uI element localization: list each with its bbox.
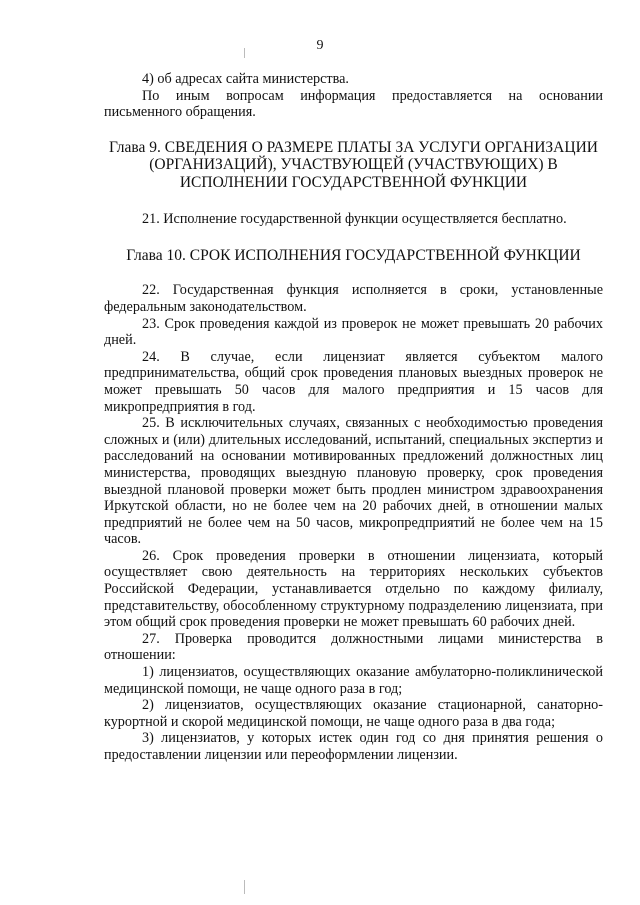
- document-body: [104, 71, 603, 764]
- paragraph-other-questions: По иным вопросам информация предоставляется на основании письменного обращения.: [104, 87, 603, 121]
- list-item: 2) лицензиатов, осуществляющих оказание стационарной, санаторно-курортной и скорой медицинской помощи, не чаще одного раза в два года;: [104, 697, 603, 730]
- paragraph-27: 27. Проверка проводится должностными лицами министерства в отношении:: [104, 630, 603, 664]
- paragraph-26: 26. Срок проведения проверки в отношении лицензиата, который осуществляет свою деятельность на территориях нескольких субъектов Российской Федерации, устанавливается отдельно по каждому филиалу, представительству, обособленному структурному подразделению лицензиата, при этом общий срок проведения проверки не может превышать 60 рабочих дней.: [104, 547, 603, 631]
- paragraph-21: 21. Исполнение государственной функции осуществляется бесплатно.: [142, 211, 567, 228]
- list-item: 3) лицензиатов, у которых истек один год со дня принятия решения о предоставлении лицензии или переоформлении лицензии.: [104, 730, 603, 763]
- chapter-10-heading: Глава 10. СРОК ИСПОЛНЕНИЯ ГОСУДАРСТВЕННОЙ ФУНКЦИИ: [126, 246, 581, 264]
- scan-mark-bottom: [244, 880, 245, 894]
- paragraph-24: 24. В случае, если лицензиат является субъектом малого предпринимательства, общий срок проведения плановых выездных проверок не может превышать 50 часов для малого предприятия и 15 часов для микропредприятия в год.: [104, 348, 603, 415]
- paragraph-22: 22. Государственная функция исполняется в сроки, установленные федеральным законодательством.: [104, 282, 603, 315]
- chapter-9-heading: Глава 9. СВЕДЕНИЯ О РАЗМЕРЕ ПЛАТЫ ЗА УСЛУГИ ОРГАНИЗАЦИИ (ОРГАНИЗАЦИЙ), УЧАСТВУЮЩЕЙ (УЧАСТВУЮЩИХ) В ИСПОЛНЕНИИ ГОСУДАРСТВЕННОЙ ФУНКЦИИ: [109, 138, 598, 191]
- paragraph-websites: 4) об адресах сайта министерства.: [142, 71, 349, 87]
- paragraph-23: 23. Срок проведения каждой из проверок не может превышать 20 рабочих дней.: [104, 315, 603, 349]
- list-item: 1) лицензиатов, осуществляющих оказание амбулаторно-поликлинической медицинской помощи, не чаще одного раза в год;: [104, 664, 603, 697]
- page-number: 9: [316, 38, 324, 53]
- paragraph-25: 25. В исключительных случаях, связанных с необходимостью проведения сложных и (или) длительных исследований, испытаний, специальных экспертиз и расследований на основании мотивированных предложений должностных лиц министерства, проводящих выездную плановую проверку, срок проведения выездной плановой проверки может быть продлен министром здравоохранения Иркутской области, но не более чем на 20 рабочих дней, в отношении малых предприятий не более чем на 50 часов, микропредприятий не более чем на 15 часов.: [104, 415, 603, 548]
